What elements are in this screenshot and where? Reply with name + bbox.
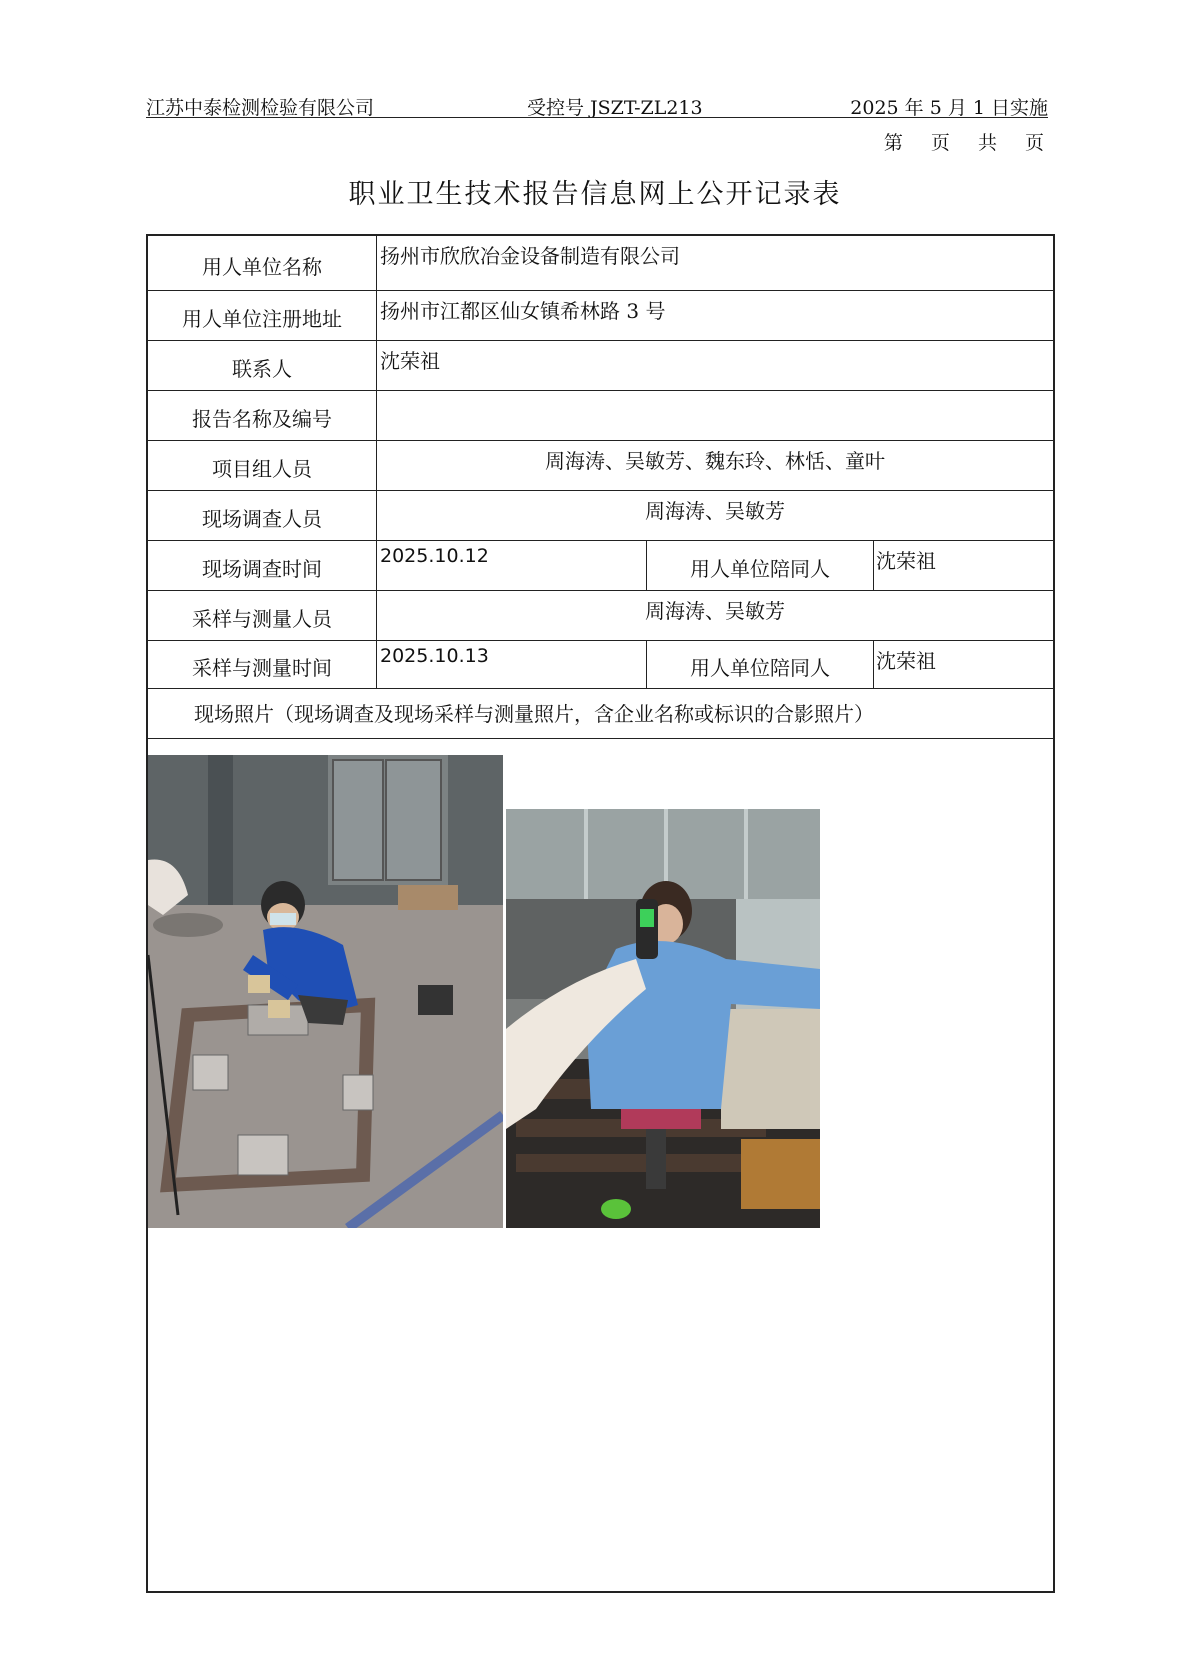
- site-photo-sampling: [506, 809, 820, 1228]
- sampling-staff-value: 周海涛、吴敏芳: [645, 599, 785, 623]
- team-label: 项目组人员: [148, 441, 377, 490]
- control-number: 受控号 JSZT-ZL213: [527, 97, 703, 119]
- survey-staff-label: 现场调查人员: [148, 491, 377, 540]
- page-title: 职业卫生技术报告信息网上公开记录表: [348, 179, 842, 210]
- company-name: 江苏中泰检测检验有限公司: [146, 97, 375, 119]
- row-address: [148, 291, 1053, 341]
- survey-companion-value: 沈荣祖: [876, 549, 936, 573]
- row-sampling-staff: [148, 591, 1053, 641]
- sampling-companion-label: 用人单位陪同人: [647, 641, 874, 688]
- report-label: 报告名称及编号: [148, 391, 377, 440]
- survey-companion-label: 用人单位陪同人: [647, 541, 874, 590]
- page-info: 第 页 共 页: [883, 132, 1048, 154]
- address-value: 扬州市江都区仙女镇希林路 3 号: [380, 299, 666, 323]
- survey-staff-value: 周海涛、吴敏芳: [645, 499, 785, 523]
- employer-name-label: 用人单位名称: [148, 236, 377, 290]
- header-divider: [146, 117, 1048, 118]
- site-photo-welding: [148, 755, 503, 1228]
- contact-value: 沈荣祖: [380, 349, 440, 373]
- effective-date: 2025 年 5 月 1 日实施: [850, 97, 1048, 119]
- record-form: [146, 234, 1055, 1593]
- survey-time-label: 现场调查时间: [148, 541, 377, 590]
- row-report: [148, 391, 1053, 441]
- sampling-time-label: 采样与测量时间: [148, 641, 377, 688]
- row-survey-time: [148, 541, 1053, 591]
- photos-label: 现场照片（现场调查及现场采样与测量照片，含企业名称或标识的合影照片）: [148, 689, 1053, 739]
- survey-time-value: 2025.10.12: [377, 541, 647, 590]
- report-value: [377, 391, 1053, 440]
- employer-name-value: 扬州市欣欣冶金设备制造有限公司: [380, 244, 680, 268]
- row-team: [148, 441, 1053, 491]
- row-employer-name: [148, 236, 1053, 291]
- row-contact: [148, 341, 1053, 391]
- contact-label: 联系人: [148, 341, 377, 390]
- team-value: 周海涛、吴敏芳、魏东玲、林恬、童叶: [545, 449, 885, 473]
- row-survey-staff: [148, 491, 1053, 541]
- sampling-time-value: 2025.10.13: [377, 641, 647, 688]
- row-sampling-time: [148, 641, 1053, 689]
- sampling-staff-label: 采样与测量人员: [148, 591, 377, 640]
- address-label: 用人单位注册地址: [148, 291, 377, 340]
- sampling-companion-value: 沈荣祖: [876, 649, 936, 673]
